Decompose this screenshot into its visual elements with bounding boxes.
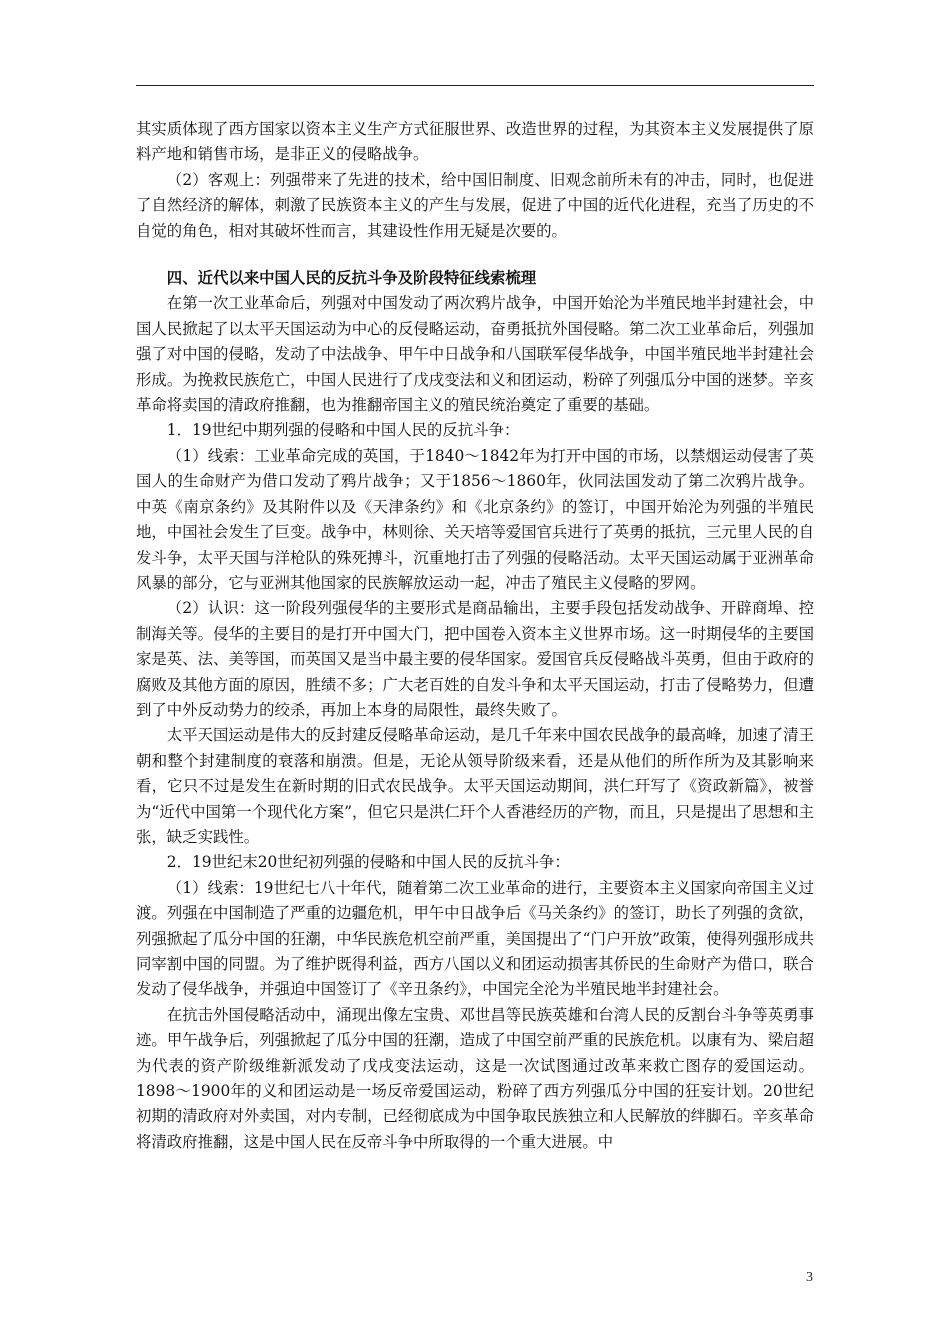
paragraph-continuation: 其实质体现了西方国家以资本主义生产方式征服世界、改造世界的过程，为其资本主义发展提供了原料产地和销售市场，是非正义的侵略战争。 — [136, 120, 814, 164]
section-heading: 四、近代以来中国人民的反抗斗争及阶段特征线索梳理 — [166, 269, 537, 288]
paragraph-resistance: 在抗击外国侵略活动中，涌现出像左宝贵、邓世昌等民族英雄和台湾人民的反割台斗争等英勇事迹。甲午战争后，列强掀起了瓜分中国的狂潮，造成了中国空前严重的民族危机。以康有为、梁启超为代表的资产阶级维新派发动了戊戌变法运动，这是一次试图通过改革来救亡图存的爱国运动。1898～1900年的义和团运动是一场反帝爱国运动，粉碎了西方列强瓜分中国的狂妄计划。20世纪初期的清政府对外卖国，对内专制，已经彻底成为中国争取民族独立和人民解放的绊脚石。辛亥革命将清政府推翻，这是中国人民在反帝斗争中所取得的一个重大进展。中 — [136, 1005, 814, 1151]
page-number: 3 — [806, 1270, 813, 1285]
paragraph-understanding-1: （2）认识：这一阶段列强侵华的主要形式是商品输出，主要手段包括发动战争、开辟商埠、控制海关等。侵华的主要目的是打开中国大门，把中国卷入资本主义世界市场。这一时期侵华的主要国家是英、法、美等国，而英国又是当中最主要的侵华国家。爱国官兵反侵略战斗英勇，但由于政府的腐败及其他方面的原因，胜绩不多；广大老百姓的自发斗争和太平天国运动，打击了侵略势力，但遭到了中外反动势力的绞杀，再加上本身的局限性，最终失败了。 — [136, 599, 814, 719]
subsection-heading-2: 2．19世纪末20世纪初列强的侵略和中国人民的反抗斗争： — [166, 853, 570, 872]
subsection-heading-1: 1．19世纪中期列强的侵略和中国人民的反抗斗争： — [166, 421, 520, 440]
paragraph-clue-2: （1）线索：19世纪七八十年代，随着第二次工业革命的进行，主要资本主义国家向帝国主义过渡。列强在中国制造了严重的边疆危机，甲午中日战争后《马关条约》的签订，助长了列强的贪欲，列强掀起了瓜分中国的狂潮，中华民族危机空前严重，美国提出了“门户开放”政策，使得列强形成共同宰割中国的同盟。为了维护既得利益，西方八国以义和团运动损害其侨民的生命财产为借口，联合发动了侵华战争，并强迫中国签订了《辛丑条约》，中国完全沦为半殖民地半封建社会。 — [136, 878, 814, 999]
paragraph-taiping: 太平天国运动是伟大的反封建反侵略革命运动，是几千年来中国农民战争的最高峰，加速了清王朝和整个封建制度的衰落和崩溃。但是，无论从领导阶级来看，还是从他们的所作所为及其影响来看，它只不过是发生在新时期的旧式农民战争。太平天国运动期间，洪仁玕写了《资政新篇》，被誉为“近代中国第一个现代化方案”，但它只是洪仁玕个人香港经历的产物，而且，只是提出了思想和主张，缺乏实践性。 — [136, 726, 814, 846]
paragraph-intro: 在第一次工业革命后，列强对中国发动了两次鸦片战争，中国开始沦为半殖民地半封建社会，中国人民掀起了以太平天国运动为中心的反侵略运动，奋勇抵抗外国侵略。第二次工业革命后，列强加强了对中国的侵略，发动了中法战争、甲午中日战争和八国联军侵华战争，中国半殖民地半封建社会形成。为挽救民族危亡，中国人民进行了戊戌变法和义和团运动，粉碎了列强瓜分中国的迷梦。辛亥革命将卖国的清政府推翻，也为推翻帝国主义的殖民统治奠定了重要的基础。 — [136, 294, 814, 415]
paragraph-objective: （2）客观上：列强带来了先进的技术，给中国旧制度、旧观念前所未有的冲击，同时，也促进了自然经济的解体，刺激了民族资本主义的产生与发展，促进了中国的近代化进程，充当了历史的不自觉的角色，相对其破坏性而言，其建设性作用无疑是次要的。 — [136, 170, 814, 240]
document-body — [136, 117, 814, 1155]
header-rule — [136, 85, 814, 86]
paragraph-clue-1: （1）线索：工业革命完成的英国，于1840～1842年为打开中国的市场，以禁烟运动侵害了英国人的生命财产为借口发动了鸦片战争；又于1856～1860年，伙同法国发动了第二次鸦片战争。中英《南京条约》及其附件以及《天津条约》和《北京条约》的签订，中国开始沦为列强的半殖民地，中国社会发生了巨变。战争中，林则徐、关天培等爱国官兵进行了英勇的抵抗，三元里人民的自发斗争，太平天国与洋枪队的殊死搏斗，沉重地打击了列强的侵略活动。太平天国运动属于亚洲革命风暴的部分，它与亚洲其他国家的民族解放运动一起，冲击了殖民主义侵略的罗网。 — [136, 446, 814, 592]
section-spacer — [136, 244, 814, 266]
